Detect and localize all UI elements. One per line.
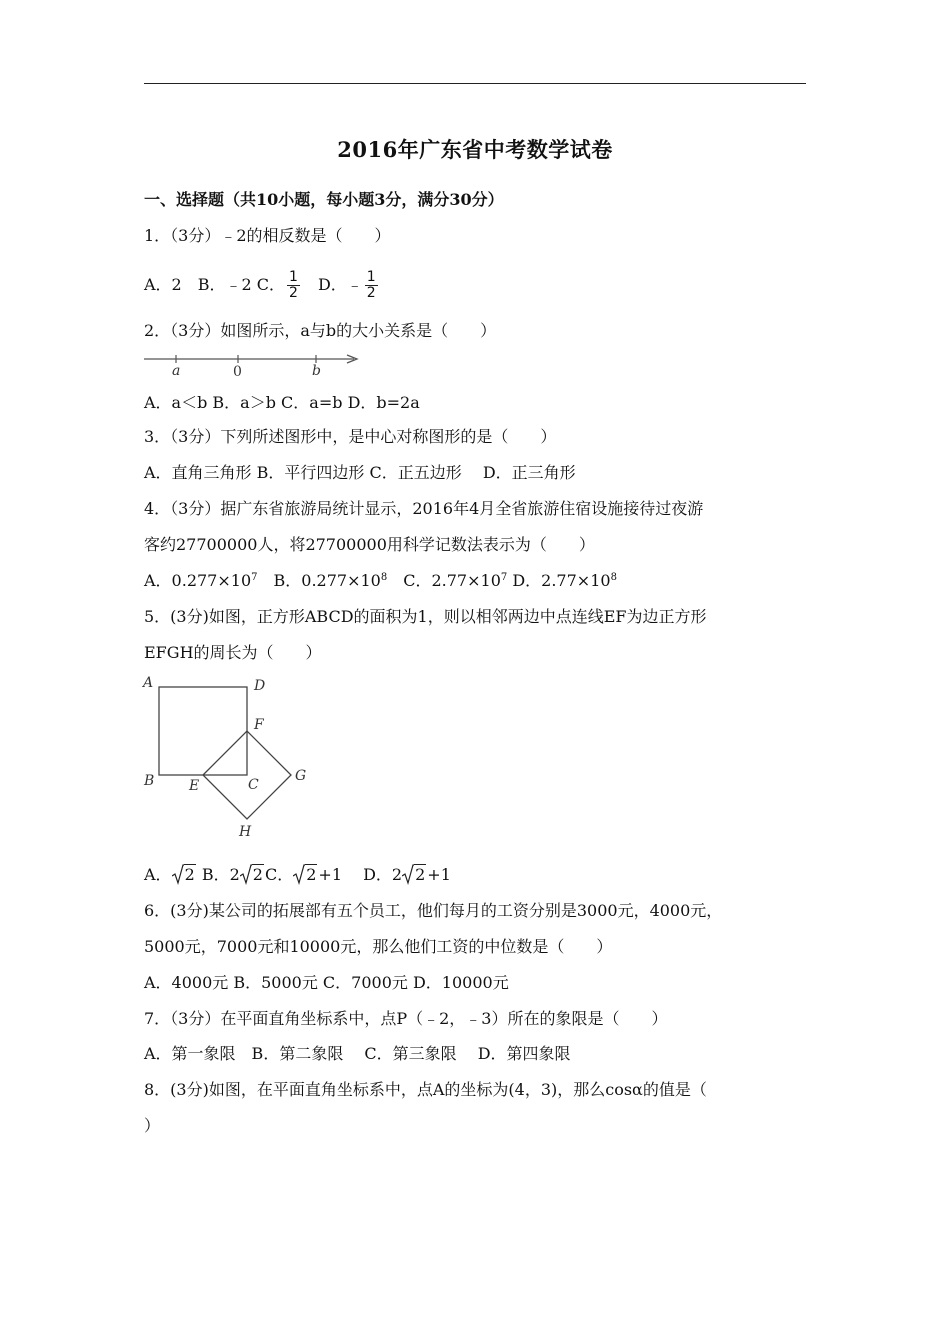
q7-stem: 7．（3分）在平面直角坐标系中，点P（﹣2，﹣3）所在的象限是（ ）	[144, 1009, 668, 1028]
label-D: D	[254, 678, 266, 694]
q1-frac-c-num: 1	[289, 269, 298, 285]
label-H: H	[239, 824, 252, 840]
label-E: E	[189, 778, 200, 794]
q4-options	[144, 570, 617, 592]
q2-options: A．a＜b B．a＞b C．a=b D．b=2a	[144, 393, 420, 412]
q6-options: A．4000元 B．5000元 C．7000元 D．10000元	[144, 973, 509, 992]
q2-stem: 2．（3分）如图所示，a与b的大小关系是（ ）	[144, 321, 497, 340]
q5-radicand-c: 2	[306, 865, 317, 884]
q4-option-a-exp: 7	[251, 572, 258, 583]
q5-option-c: C．	[264, 865, 294, 884]
q5-radicand-d: 2	[415, 865, 426, 884]
q3-stem: 3．（3分）下列所述图形中，是中心对称图形的是（ ）	[144, 427, 557, 446]
q5-sqrt-c	[293, 864, 317, 886]
radical-icon	[172, 862, 184, 886]
q1-frac-d-den: 2	[366, 285, 376, 301]
q1-frac-c-den: 2	[289, 285, 298, 301]
q4-option-a: A．0.277×10	[144, 571, 252, 590]
q5-option-a: A．	[144, 865, 172, 884]
label-A: A	[143, 675, 154, 691]
label-b: b	[312, 363, 321, 379]
q1-frac-d-num: 1	[366, 269, 376, 285]
section-heading: 一、选择题（共10小题，每小题3分，满分30分）	[144, 190, 504, 209]
label-B: B	[144, 773, 155, 789]
label-a: a	[172, 363, 181, 379]
q1-option-abc: A．2 B．﹣2 C．	[144, 275, 286, 294]
q5-sqrt-a	[172, 864, 196, 886]
q1-fraction-d	[365, 270, 378, 301]
label-G: G	[295, 768, 307, 784]
q8-stem-1: 8．(3分)如图，在平面直角坐标系中，点A的坐标为(4，3)，那么cosα的值是（	[144, 1080, 707, 1099]
q4-stem-1: 4．（3分）据广东省旅游局统计显示，2016年4月全省旅游住宿设施接待过夜游	[144, 499, 704, 518]
q5-option-d-tail: +1	[427, 865, 451, 884]
q6-stem-2: 5000元，7000元和10000元，那么他们工资的中位数是（ ）	[144, 937, 613, 956]
label-F: F	[254, 717, 264, 733]
q5-stem-1: 5．(3分)如图，正方形ABCD的面积为1，则以相邻两边中点连线EF为边正方形	[144, 607, 707, 626]
q1-stem: 1．（3分）﹣2的相反数是（ ）	[144, 226, 391, 245]
q5-stem-2: EFGH的周长为（ ）	[144, 643, 322, 662]
q1-fraction-c	[287, 270, 300, 301]
q4-option-c-exp: 7	[500, 572, 508, 583]
q5-sqrt-b	[240, 864, 264, 886]
exam-title: 2016年广东省中考数学试卷	[337, 137, 613, 162]
q1-options	[144, 270, 380, 301]
q7-options: A．第一象限 B．第二象限 C．第三象限 D．第四象限	[144, 1044, 571, 1063]
q5-options	[144, 864, 451, 886]
q5-sqrt-d	[402, 864, 426, 886]
q6-stem-1: 6．(3分)某公司的拓展部有五个员工，他们每月的工资分别是3000元，4000元，	[144, 901, 723, 920]
q4-option-b: B．0.277×10	[257, 571, 381, 590]
q5-option-c-tail: +1 D．2	[318, 865, 403, 884]
q4-option-d-exp: 8	[610, 572, 617, 583]
radical-icon	[240, 862, 252, 886]
label-C: C	[248, 777, 259, 793]
q5-radicand-a: 2	[184, 865, 195, 884]
q4-stem-2: 客约27700000人，将27700000用科学记数法表示为（ ）	[144, 535, 595, 554]
q4-option-c: C．2.77×10	[387, 571, 501, 590]
label-0: 0	[233, 364, 242, 380]
q4-option-b-exp: 8	[380, 572, 388, 583]
squares-figure	[140, 672, 320, 844]
radical-icon	[402, 862, 414, 886]
number-line-figure	[142, 350, 364, 380]
q4-option-d: D．2.77×10	[507, 571, 611, 590]
header-rule	[144, 83, 806, 84]
q5-radicand-b: 2	[252, 865, 263, 884]
q5-option-b: B．2	[196, 865, 240, 884]
q3-options: A．直角三角形 B．平行四边形 C．正五边形 D．正三角形	[144, 463, 576, 482]
q1-option-d: D．﹣	[301, 275, 363, 294]
radical-icon	[293, 862, 305, 886]
q8-stem-2: ）	[144, 1116, 161, 1135]
square-abcd	[159, 687, 247, 775]
